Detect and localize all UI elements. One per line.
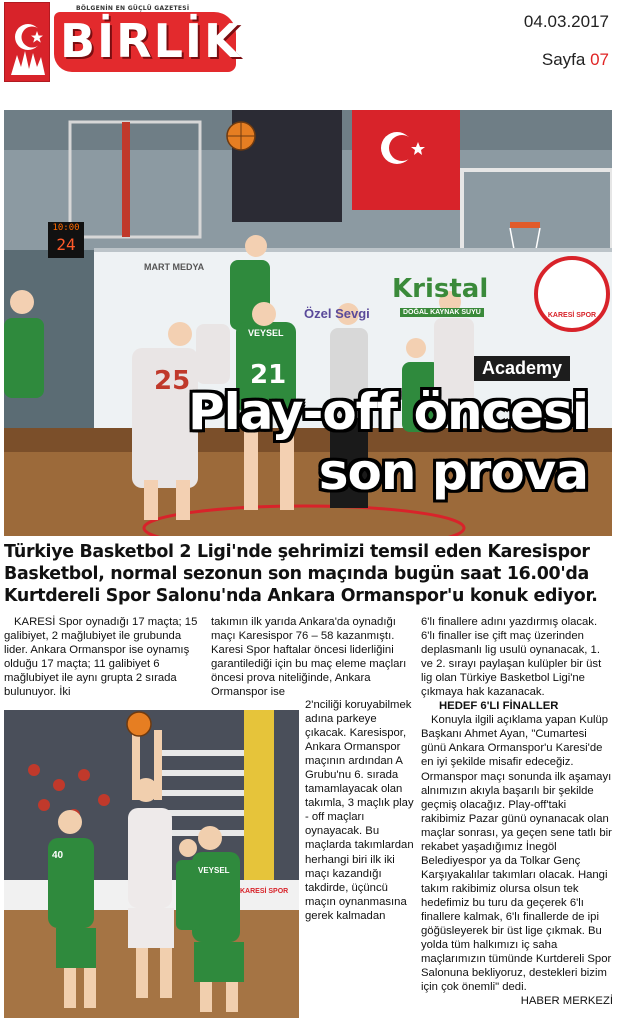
article-subhead: HEDEF 6'LI FİNALLER xyxy=(439,700,559,713)
article-column-2 xyxy=(211,615,414,699)
banner-mart-medya: MART MEDYA xyxy=(144,262,205,272)
scoreboard xyxy=(48,222,84,258)
article-paragraph: KARESİ Spor oynadığı 17 maçta; 15 galibiyet, 2 mağlubiyet ile grubunda lider. Ankara Ormanspor ise oynamış olduğu 17 maçta; 11 galibiyet 6 mağlubiyet ile aynı grupta 2 sırada bulunuyor. İki xyxy=(4,616,198,699)
jersey-number-25: 25 xyxy=(154,366,191,396)
article-column-1 xyxy=(4,615,204,699)
page-number xyxy=(542,50,609,70)
newspaper-slogan: BÖLGENİN EN GÜÇLÜ GAZETESİ xyxy=(76,5,190,12)
banner-kristal: Kristal xyxy=(392,274,489,304)
article-column-3 xyxy=(421,615,613,1008)
banner-academy: Academy xyxy=(474,356,570,381)
masthead xyxy=(4,2,242,84)
headline-line-1: Play-off öncesi xyxy=(188,383,588,441)
headline xyxy=(188,382,588,502)
article-paragraph: 2'nciliği koruyabilmek adına parkeye çıkacak. Karesispor, Ankara Ormanspor maçının ardından A Grubu'nu 6. sırada tamamlayacak olan takımla, 3 maçlık play - off maçları oynayacak. Bu maçlarda takımlardan herhangi biri ilk iki maçı kazandığı takdirde, üçüncü maçın oynanmasına gerek kalmadan xyxy=(305,699,414,922)
newspaper-name: BİRLİK xyxy=(60,14,242,68)
article-byline: HABER MERKEZİ xyxy=(520,995,613,1008)
banner-karesi-spor xyxy=(534,256,610,332)
page-number-value: 07 xyxy=(590,50,609,69)
hero-photo xyxy=(4,110,612,536)
scoreboard-shot-clock: 24 xyxy=(56,235,76,254)
jersey-name-veysel: VEYSEL xyxy=(248,328,284,338)
banner-ozel-sevgi: Özel Sevgi xyxy=(304,306,370,321)
banner-kristal-sub: DOĞAL KAYNAK SUYU xyxy=(400,308,484,317)
article-column-2-narrow xyxy=(305,698,414,923)
banner-karesi-spor: KARESİ SPOR xyxy=(240,888,289,895)
jersey-name-veysel: VEYSEL xyxy=(198,866,230,875)
headline-line-2: son prova xyxy=(318,443,588,501)
banner-karesi-spor-text: KARESİ SPOR xyxy=(547,312,597,319)
newspaper-logo-emblem xyxy=(4,2,50,82)
game-action-photo xyxy=(4,710,299,1018)
article-lead: Türkiye Basketbol 2 Ligi'nde şehrimizi temsil eden Karesispor Basketbol, normal sezonun son maçında bugün saat 16.00'da Kurtdereli Spor Salonu'nda Ankara Ormanspor'u konuk ediyor. xyxy=(4,542,598,606)
crescent-star-icon xyxy=(7,17,49,79)
game-action-illustration xyxy=(4,710,299,1018)
article-paragraph: Konuyla ilgili açıklama yapan Kulüp Başkanı Ahmet Ayan, "Cumartesi günü Ankara Ormanspor'u Karesi'de en iyi şekilde misafir edeceğiz. Ormanspor maçı sonunda ilk aşamayı alnımızın akıyla başarılı bir şekilde geçmiş olacağız. Play-off'taki rakibimiz Pazar günü oynanacak olan maçlar sonrası, ya geçen sene tatlı bir rekabet yaşadığımız İnegöl Belediyespor ya da Tolkar Genç Karşıyakalılar takımları olacak. Hangi takım rakibimiz olursa olsun tek hedefimiz bu turu da geçerek 6'lı finallere kalmak, 6'lı finallerde de ipi göğüsleyerek bir üst lige çıkmak. Bu yolda tüm halkımızı iç saha maçlarımızın tümünde Kurtdereli Spor Salonuna bekliyoruz, destekleri bizim için çok önemli" dedi. xyxy=(421,714,612,994)
newspaper-brand xyxy=(54,2,242,82)
issue-date: 04.03.2017 xyxy=(523,12,609,31)
article-paragraph: 6'lı finallere adını yazdırmış olacak. 6'lı finaller ise çift maç üzerinden deplasmanlı lig usulü oynanacak, 1. ve 2. sırayı paylaşan kulüpler bir üst lig olan Türkiye Basketbol Ligi'ne çıkmaya hak kazanacak. xyxy=(421,616,602,699)
page-label-text: Sayfa xyxy=(541,50,586,69)
jersey-number-21: 21 xyxy=(250,360,287,390)
scoreboard-time: 10:00 xyxy=(52,223,80,233)
article-paragraph: takımın ilk yarıda Ankara'da oynadığı maçı Karesispor 76 – 58 kazanmıştı. Karesi Spor haftalar öncesi liderliğini garantilediği için bu maç eleme maçları öncesi prova niteliğinde, Ankara Ormanspor ise xyxy=(211,616,407,699)
jersey-number-40: 40 xyxy=(52,850,64,861)
